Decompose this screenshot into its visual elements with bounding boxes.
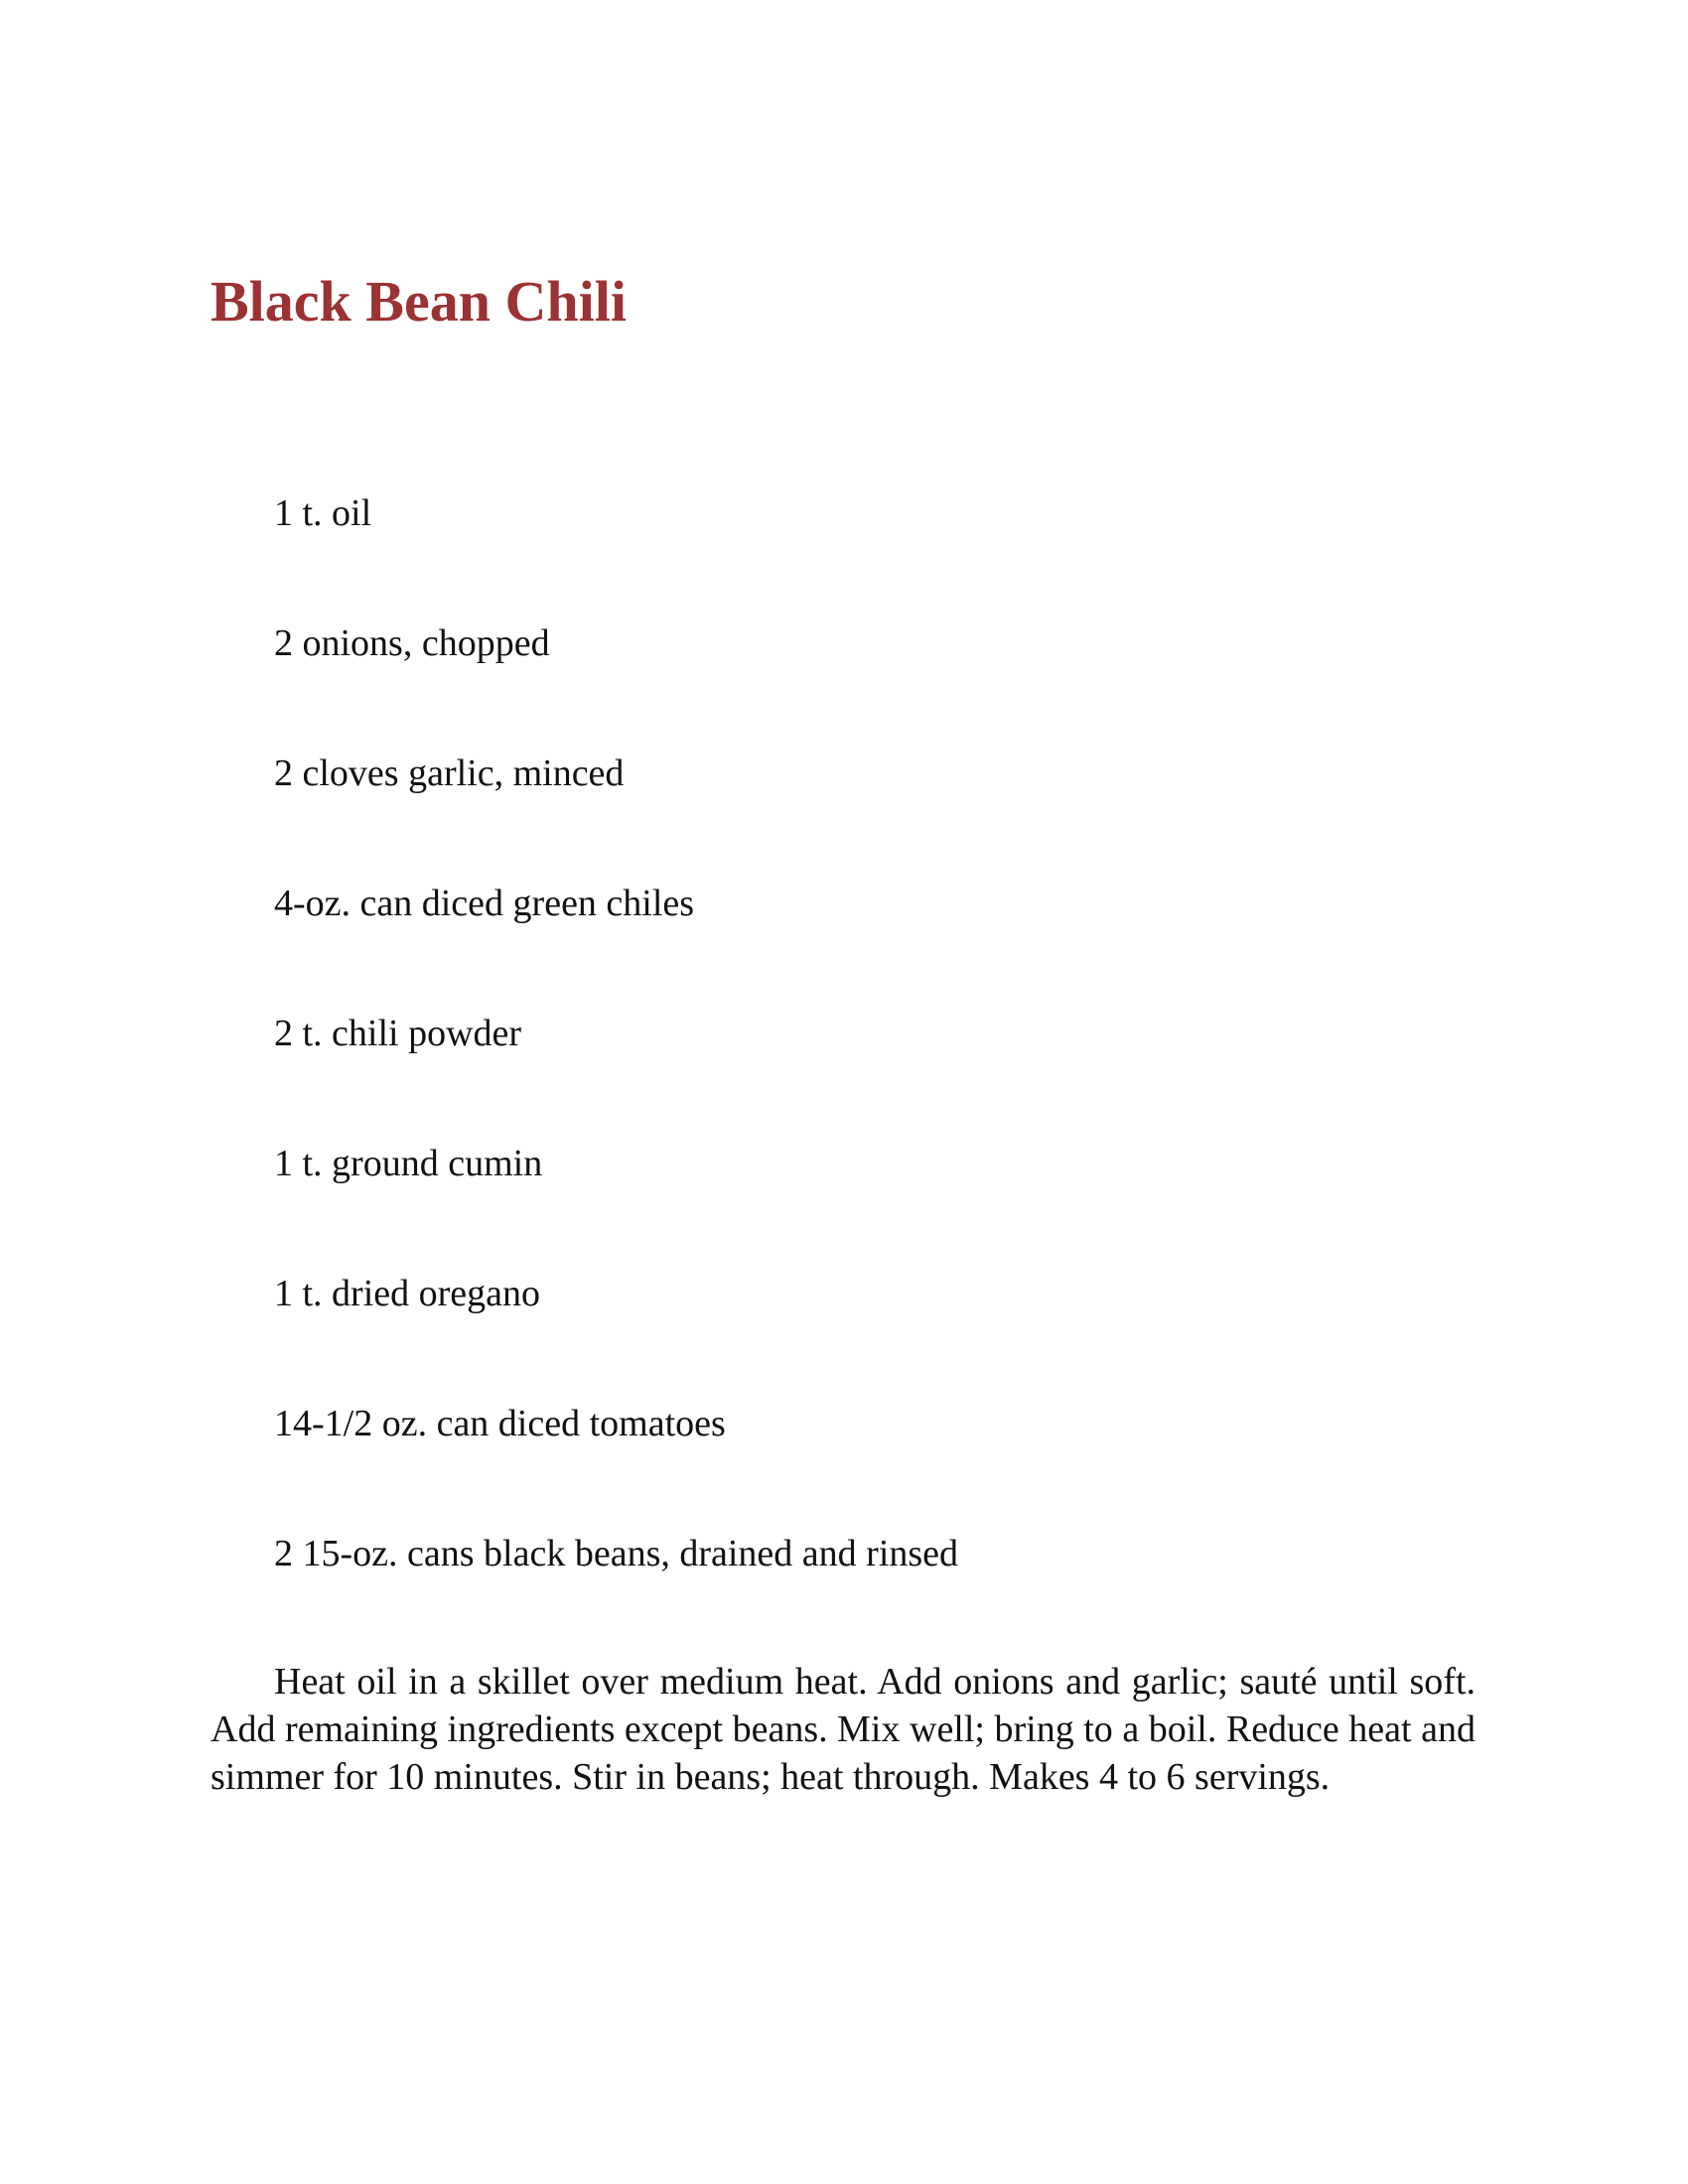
ingredient-item: 1 t. dried oregano [274, 1273, 541, 1314]
recipe-instructions: Heat oil in a skillet over medium heat. Add onions and garlic; sauté until soft. Add remaining ingredients except beans. Mix well; bring to a boil. Reduce heat and simmer for 10 minutes. Stir in beans; heat through. Makes 4 to 6 servings. [211, 1661, 1476, 1798]
ingredient-list [274, 484, 958, 1655]
ingredient-item: 2 cloves garlic, minced [274, 752, 625, 794]
ingredient-item: 2 15-oz. cans black beans, drained and rinsed [274, 1533, 959, 1574]
ingredient-item: 1 t. ground cumin [274, 1143, 543, 1184]
ingredient-item: 2 t. chili powder [274, 1013, 522, 1054]
ingredient-item: 2 onions, chopped [274, 622, 550, 664]
ingredient-item: 1 t. oil [274, 492, 372, 534]
ingredient-item: 14-1/2 oz. can diced tomatoes [274, 1403, 726, 1444]
ingredient-item: 4-oz. can diced green chiles [274, 883, 695, 924]
recipe-title: Black Bean Chili [211, 269, 627, 334]
